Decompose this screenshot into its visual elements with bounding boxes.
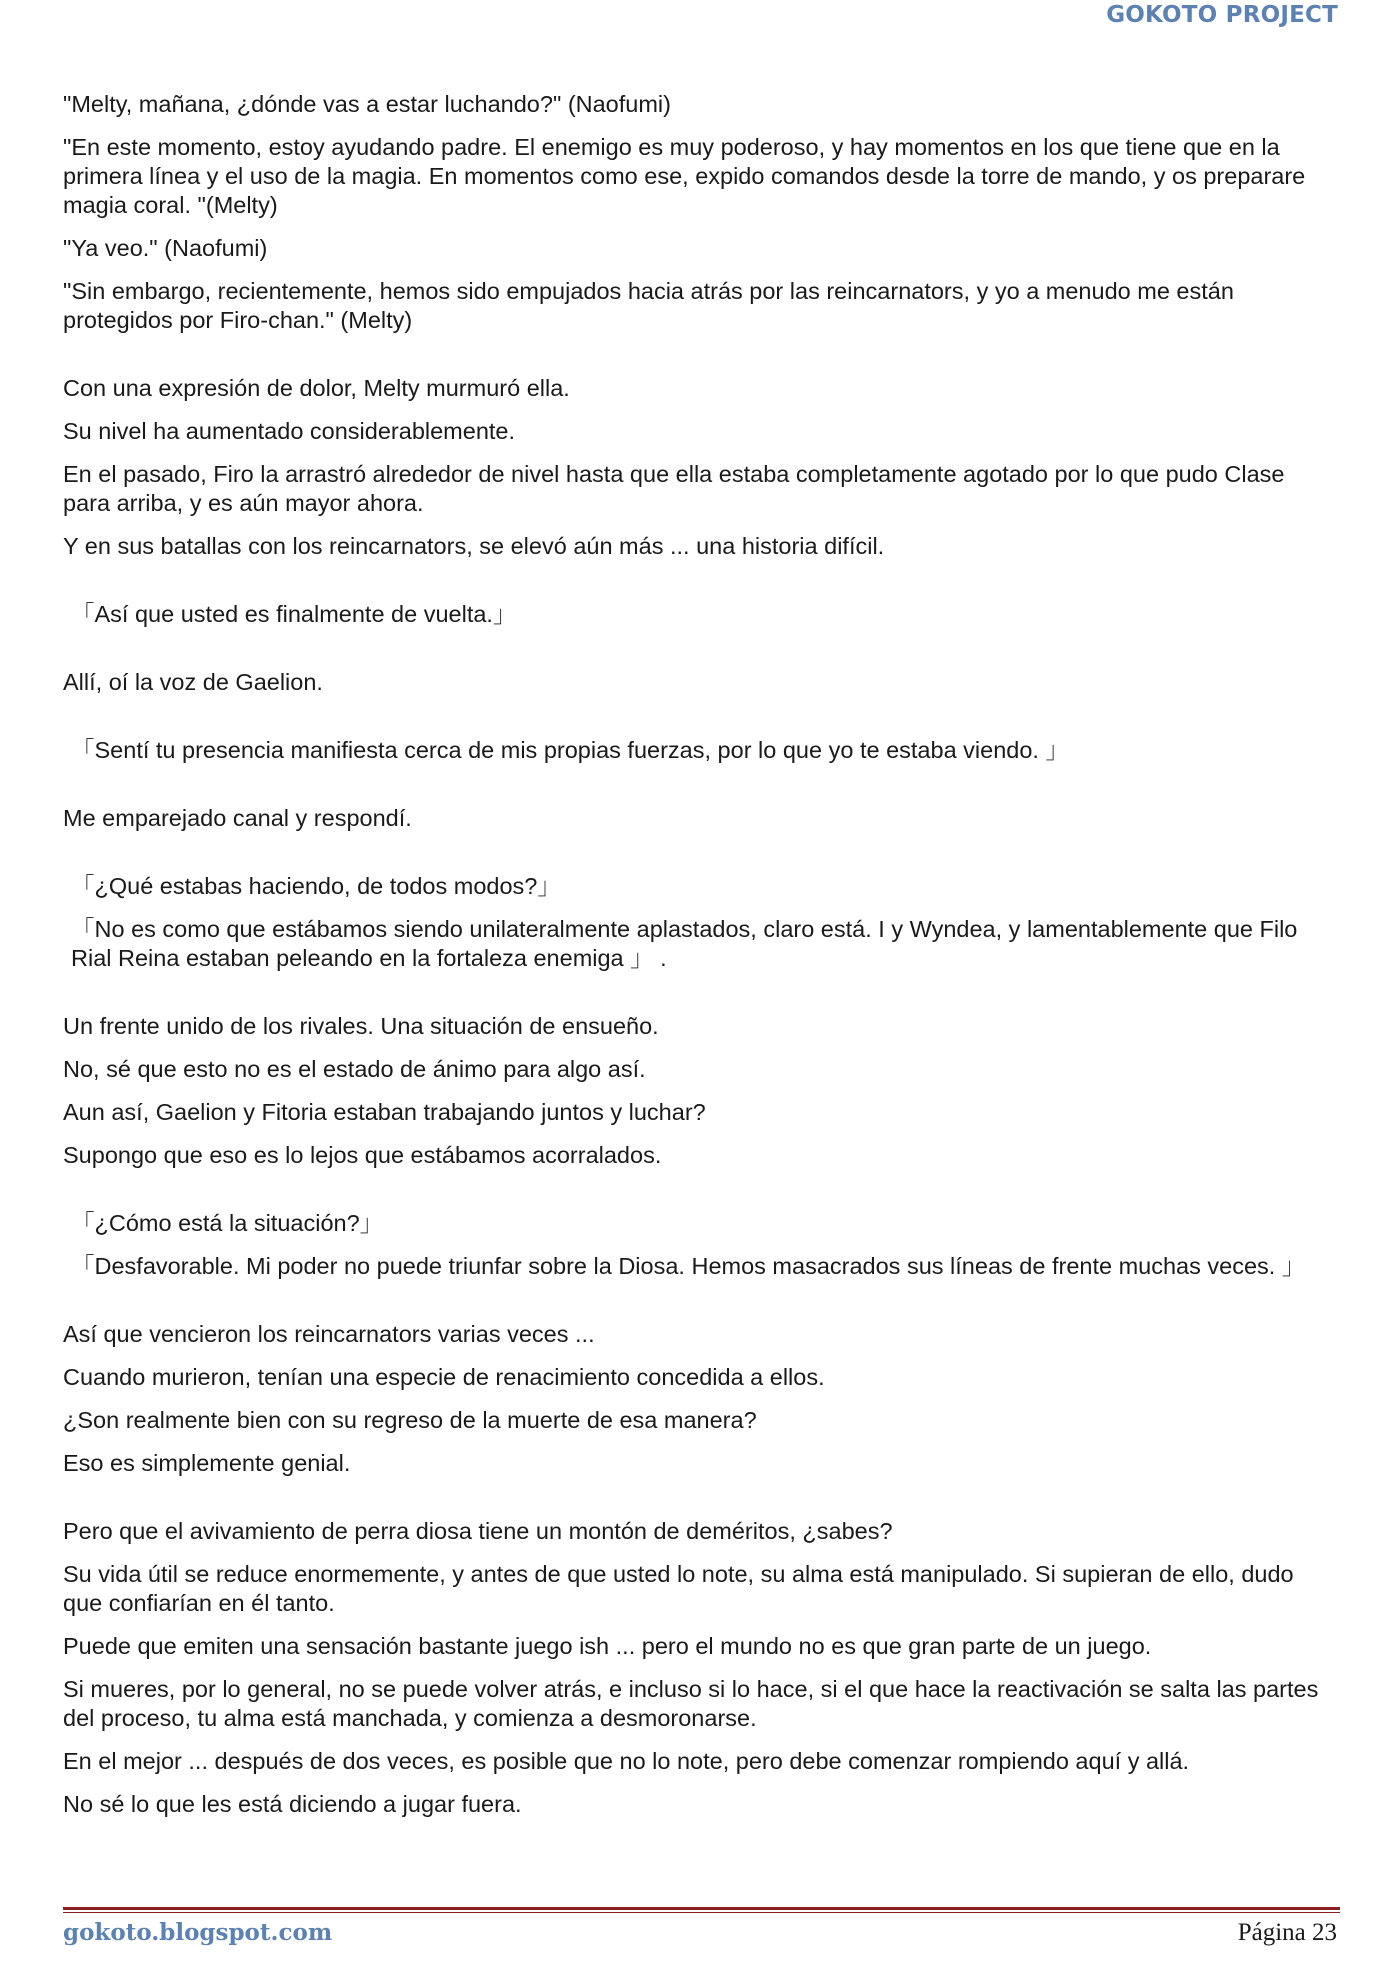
paragraph: En el mejor ... después de dos veces, es posible que no lo note, pero debe comenzar rompiendo aquí y allá. xyxy=(63,1748,1190,1774)
paragraph: No, sé que esto no es el estado de ánimo para algo así. xyxy=(63,1056,646,1082)
paragraph: Aun así, Gaelion y Fitoria estaban trabajando juntos y luchar? xyxy=(63,1099,706,1125)
paragraph: "Ya veo." (Naofumi) xyxy=(63,235,268,261)
paragraph: No sé lo que les está diciendo a jugar fuera. xyxy=(63,1791,522,1817)
dialogue-line: 「¿Qué estabas haciendo, de todos modos?」 xyxy=(71,873,561,899)
paragraph: Su vida útil se reduce enormemente, y antes de que usted lo note, su alma está manipulado. Si supieran de ello, dudo que confiarían en él tanto. xyxy=(63,1561,1294,1616)
paragraph: Y en sus batallas con los reincarnators, se elevó aún más ... una historia difícil. xyxy=(63,533,885,559)
paragraph: Un frente unido de los rivales. Una situación de ensueño. xyxy=(63,1013,659,1039)
dialogue-line: 「No es como que estábamos siendo unilateralmente aplastados, claro está. I y Wyndea, y lamentablemente que Filo Rial Reina estaban peleando en la fortaleza enemiga 」 . xyxy=(71,916,1298,971)
paragraph: Su nivel ha aumentado considerablemente. xyxy=(63,418,516,444)
paragraph: Eso es simplemente genial. xyxy=(63,1450,351,1476)
dialogue-line: 「¿Cómo está la situación?」 xyxy=(71,1210,384,1236)
dialogue-line: 「Así que usted es finalmente de vuelta.」 xyxy=(71,601,517,627)
dialogue-line: 「Sentí tu presencia manifiesta cerca de mis propias fuerzas, por lo que yo te estaba viendo. 」 xyxy=(71,737,1069,763)
header-title: GOKOTO PROJECT xyxy=(1106,2,1338,28)
paragraph: Supongo que eso es lo lejos que estábamos acorralados. xyxy=(63,1142,662,1168)
page-body xyxy=(63,90,1338,1833)
paragraph: Pero que el avivamiento de perra diosa tiene un montón de deméritos, ¿sabes? xyxy=(63,1518,893,1544)
paragraph: ¿Son realmente bien con su regreso de la muerte de esa manera? xyxy=(63,1407,757,1433)
paragraph: Así que vencieron los reincarnators varias veces ... xyxy=(63,1321,595,1347)
dialogue-line: 「Desfavorable. Mi poder no puede triunfar sobre la Diosa. Hemos masacrados sus líneas de frente muchas veces. 」 xyxy=(71,1253,1306,1279)
paragraph: Cuando murieron, tenían una especie de renacimiento concedida a ellos. xyxy=(63,1364,825,1390)
page-number: Página 23 xyxy=(1237,1919,1337,1946)
paragraph: "Melty, mañana, ¿dónde vas a estar luchando?" (Naofumi) xyxy=(63,91,671,117)
paragraph: "En este momento, estoy ayudando padre. El enemigo es muy poderoso, y hay momentos en los que tiene que en la primera línea y el uso de la magia. En momentos como ese, expido comandos desde la torre de mando, y os preparare magia coral. "(Melty) xyxy=(63,134,1306,218)
footer-divider xyxy=(63,1907,1340,1910)
paragraph: Si mueres, por lo general, no se puede volver atrás, e incluso si lo hace, si el que hace la reactivación se salta las partes del proceso, tu alma está manchada, y comienza a desmoronarse. xyxy=(63,1676,1319,1731)
paragraph: "Sin embargo, recientemente, hemos sido empujados hacia atrás por las reincarnators, y yo a menudo me están protegidos por Firo-chan." (Melty) xyxy=(63,278,1234,333)
paragraph: Puede que emiten una sensación bastante juego ish ... pero el mundo no es que gran parte de un juego. xyxy=(63,1633,1152,1659)
footer-blog-link[interactable]: gokoto.blogspot.com xyxy=(63,1919,333,1946)
footer-divider-thin xyxy=(63,1912,1340,1913)
paragraph: Allí, oí la voz de Gaelion. xyxy=(63,669,323,695)
paragraph: En el pasado, Firo la arrastró alrededor de nivel hasta que ella estaba completamente agotado por lo que pudo Clase para arriba, y es aún mayor ahora. xyxy=(63,461,1285,516)
paragraph: Con una expresión de dolor, Melty murmuró ella. xyxy=(63,375,570,401)
paragraph: Me emparejado canal y respondí. xyxy=(63,805,412,831)
